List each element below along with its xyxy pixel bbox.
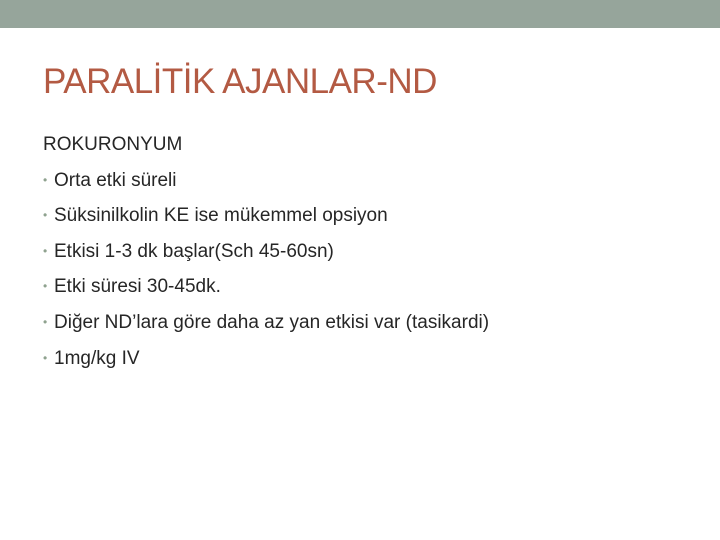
slide-title: PARALİTİK AJANLAR-ND [43, 62, 437, 101]
list-item [43, 305, 489, 341]
list-item-text: Orta etki süreli [54, 169, 177, 191]
bullet-icon: • [43, 243, 48, 258]
list-item [43, 341, 489, 377]
list-item [43, 234, 489, 270]
list-item-text: 1mg/kg IV [54, 347, 140, 369]
body-heading: ROKURONYUM [43, 134, 183, 155]
list-item [43, 198, 489, 234]
list-item-text: Diğer ND’lara göre daha az yan etkisi var (tasikardi) [54, 311, 490, 333]
list-item-text: Süksinilkolin KE ise mükemmel opsiyon [54, 205, 388, 227]
slide-body [43, 127, 489, 376]
list-item [43, 163, 489, 199]
bullet-icon: • [43, 279, 48, 294]
bullet-icon: • [43, 172, 48, 187]
list-item [43, 269, 489, 305]
list-item-text: Etki süresi 30-45dk. [54, 276, 221, 298]
bullet-icon: • [43, 208, 48, 223]
bullet-icon: • [43, 314, 48, 329]
bullet-icon: • [43, 350, 48, 365]
top-accent-bar [0, 0, 720, 28]
list-item-text: Etkisi 1-3 dk başlar(Sch 45-60sn) [54, 240, 334, 262]
